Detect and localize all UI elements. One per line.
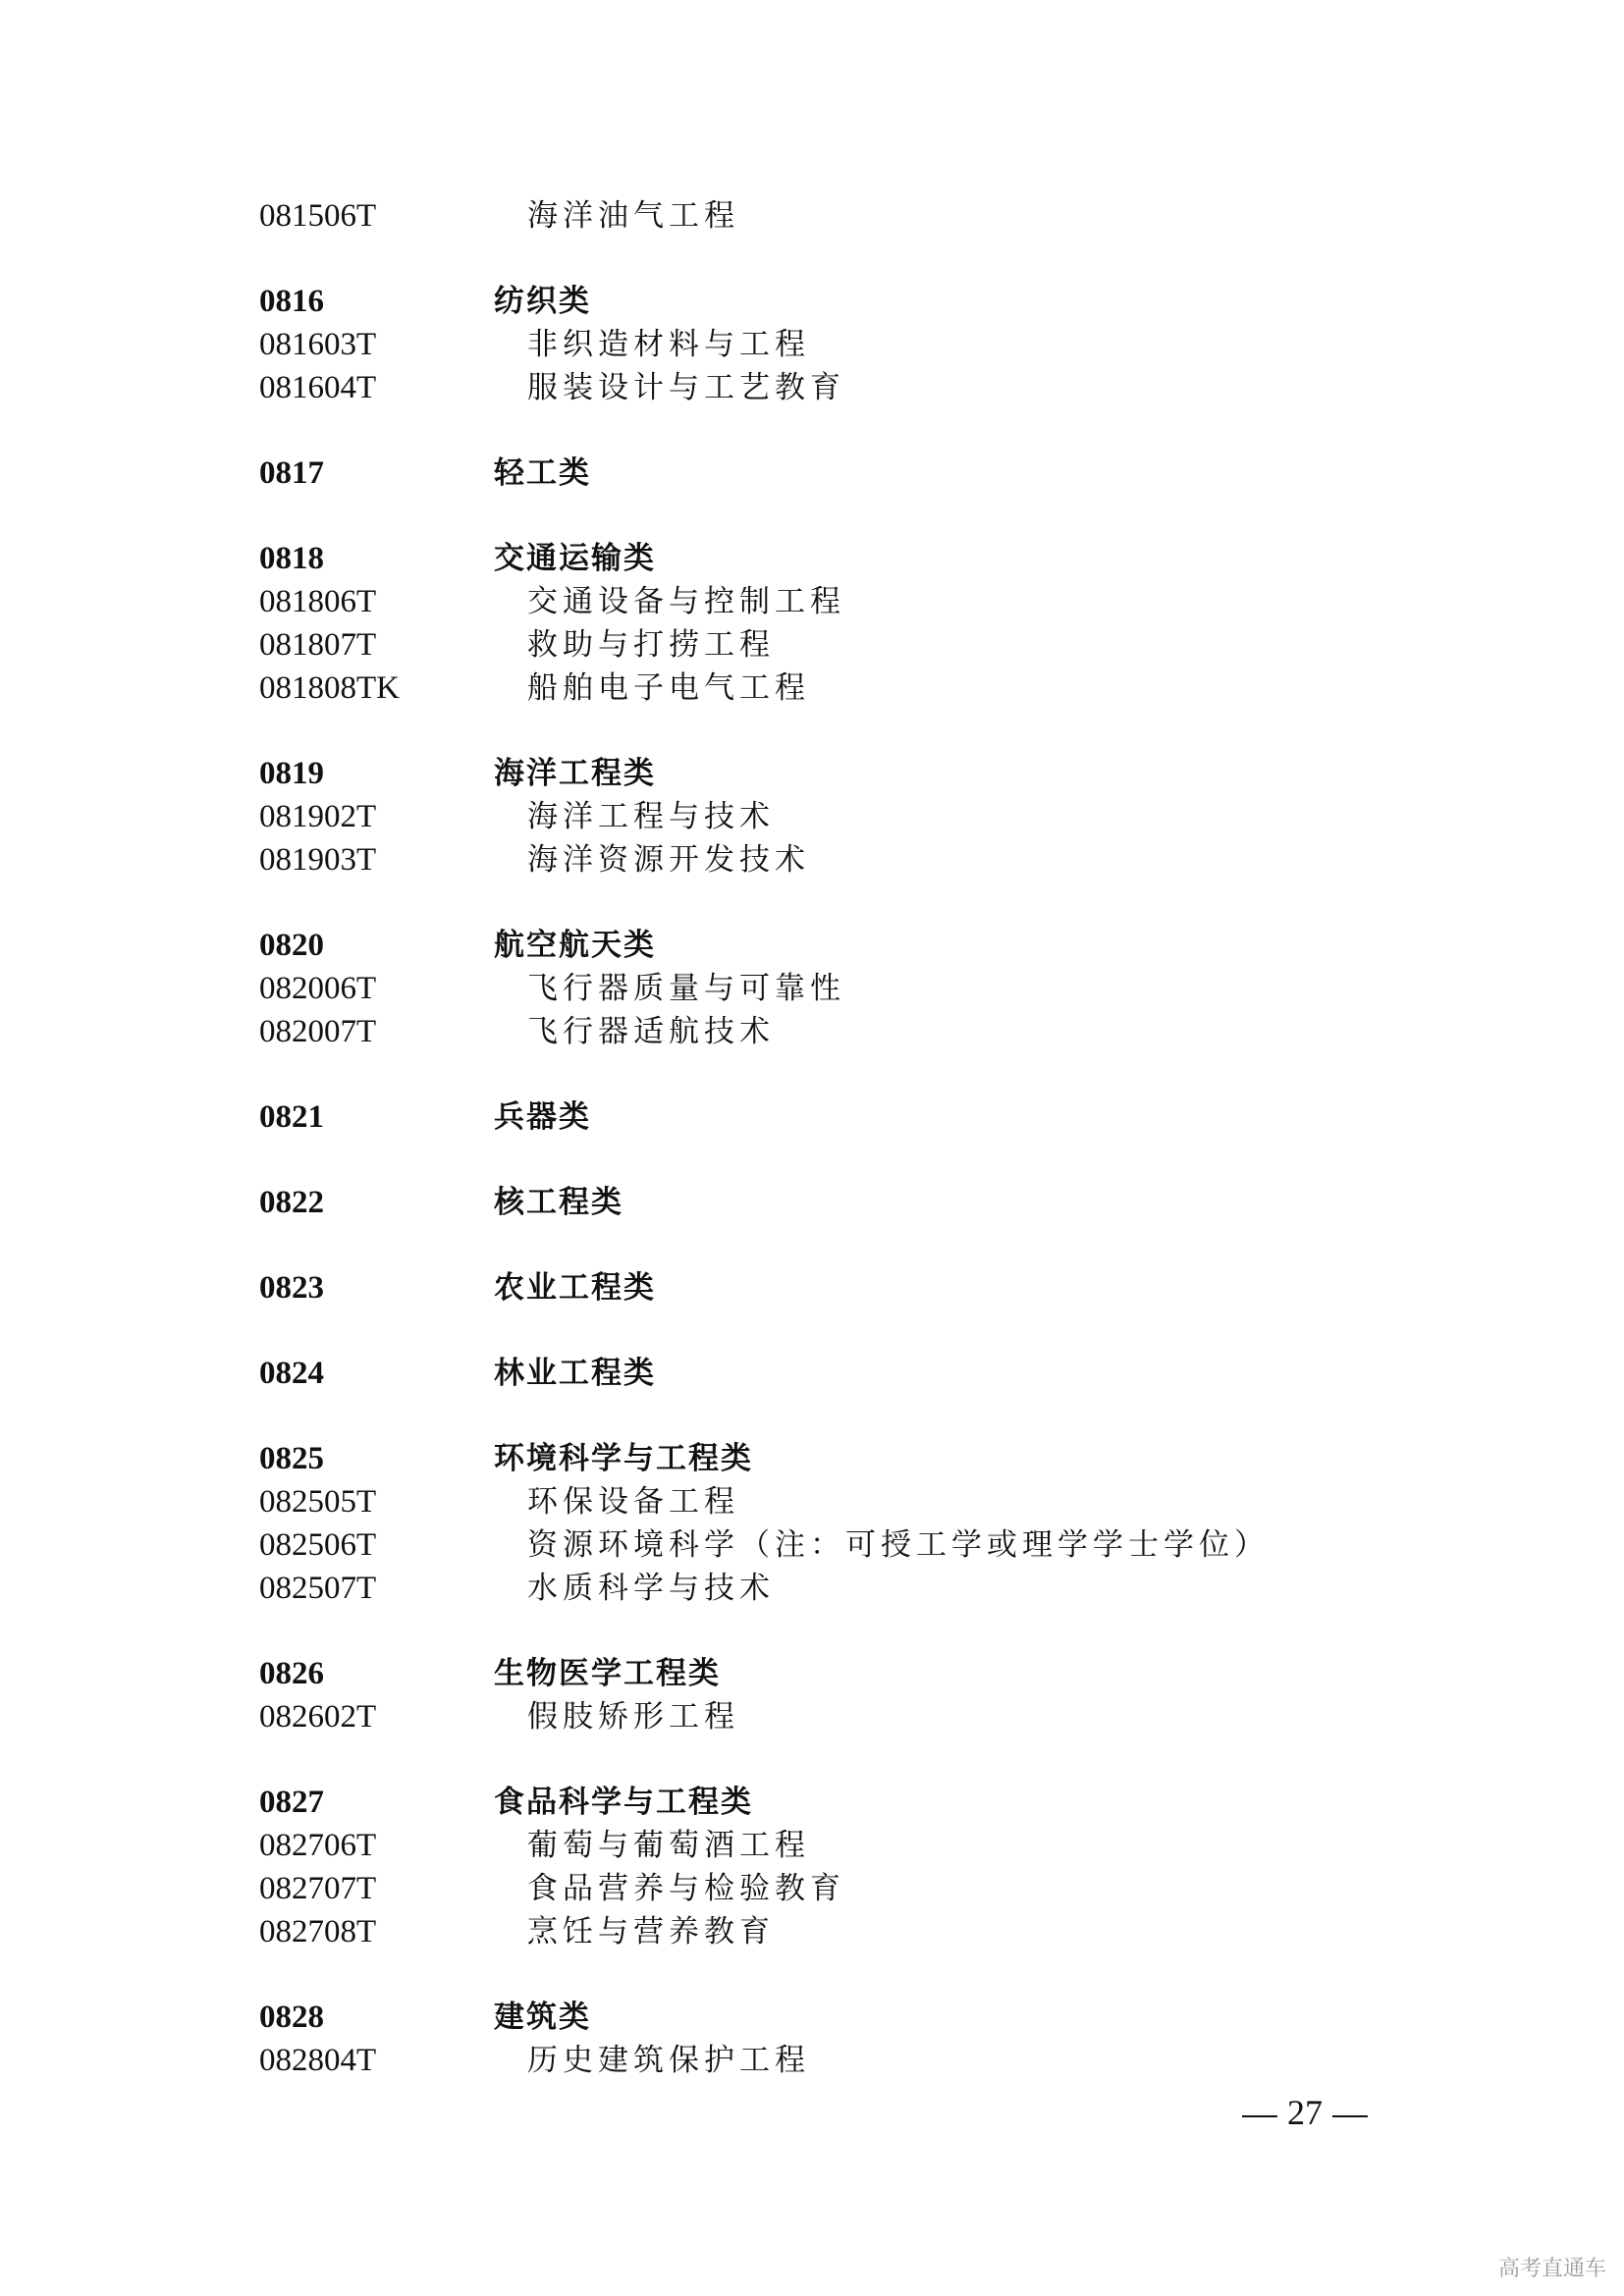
major-name: 飞行器适航技术 [527, 1014, 775, 1049]
major-code: 082707T [259, 1871, 377, 1906]
major-row [0, 366, 1624, 409]
major-code: 081903T [259, 842, 377, 878]
major-row [0, 967, 1624, 1010]
major-name: 服装设计与工艺教育 [527, 370, 845, 405]
category-name: 轻工类 [494, 455, 591, 491]
major-code: 082505T [259, 1484, 377, 1520]
category-row [0, 1437, 1624, 1480]
major-row [0, 795, 1624, 838]
major-code: 081506T [259, 198, 377, 234]
category-row [0, 1652, 1624, 1695]
major-code: 081603T [259, 327, 377, 362]
category-name: 交通运输类 [494, 541, 656, 576]
category-code: 0824 [259, 1356, 324, 1391]
category-row [0, 537, 1624, 580]
category-name: 林业工程类 [494, 1356, 656, 1391]
category-row [0, 752, 1624, 795]
major-name: 食品营养与检验教育 [527, 1871, 845, 1906]
category-row [0, 1095, 1624, 1139]
major-row [0, 323, 1624, 366]
category-code: 0820 [259, 928, 324, 963]
category-name: 航空航天类 [494, 928, 656, 963]
major-name: 船舶电子电气工程 [527, 670, 810, 706]
category-code: 0828 [259, 2000, 324, 2035]
category-name: 生物医学工程类 [494, 1656, 721, 1691]
category-code: 0823 [259, 1270, 324, 1306]
category-code: 0816 [259, 284, 324, 319]
major-code: 081808TK [259, 670, 400, 706]
category-row [0, 924, 1624, 967]
major-code: 081604T [259, 370, 377, 405]
major-row [0, 194, 1624, 238]
major-code: 082007T [259, 1014, 377, 1049]
category-row [0, 1266, 1624, 1309]
major-name: 历史建筑保护工程 [527, 2043, 810, 2078]
category-name: 纺织类 [494, 284, 591, 319]
major-name: 水质科学与技术 [527, 1571, 775, 1606]
category-code: 0819 [259, 756, 324, 791]
major-row [0, 1695, 1624, 1738]
major-name: 非织造材料与工程 [527, 327, 810, 362]
category-code: 0822 [259, 1185, 324, 1220]
category-name: 海洋工程类 [494, 756, 656, 791]
major-name: 资源环境科学（注：可授工学或理学学士学位） [527, 1527, 1270, 1563]
category-code: 0827 [259, 1785, 324, 1820]
category-name: 环境科学与工程类 [494, 1441, 753, 1476]
category-code: 0817 [259, 455, 324, 491]
major-code: 082507T [259, 1571, 377, 1606]
major-code: 081806T [259, 584, 377, 619]
major-name: 飞行器质量与可靠性 [527, 971, 845, 1006]
major-code: 082006T [259, 971, 377, 1006]
category-row [0, 1181, 1624, 1224]
major-name: 交通设备与控制工程 [527, 584, 845, 619]
category-name: 兵器类 [494, 1099, 591, 1135]
major-row [0, 580, 1624, 623]
major-name: 假肢矫形工程 [527, 1699, 739, 1735]
major-name: 葡萄与葡萄酒工程 [527, 1828, 810, 1863]
major-code: 082602T [259, 1699, 377, 1735]
major-row [0, 1480, 1624, 1523]
category-code: 0826 [259, 1656, 324, 1691]
category-row [0, 1781, 1624, 1824]
category-row [0, 280, 1624, 323]
category-code: 0825 [259, 1441, 324, 1476]
page-number-dash-left [1242, 2115, 1277, 2117]
major-code: 081807T [259, 627, 377, 663]
watermark: 高考直通车 [1497, 2257, 1606, 2281]
major-code: 082708T [259, 1914, 377, 1949]
major-name: 海洋资源开发技术 [527, 842, 810, 878]
major-name: 海洋油气工程 [527, 198, 739, 234]
page-number-value: 27 [1287, 2093, 1323, 2132]
category-code: 0818 [259, 541, 324, 576]
major-row [0, 1824, 1624, 1867]
category-row [0, 452, 1624, 495]
major-row [0, 667, 1624, 710]
category-row [0, 1352, 1624, 1395]
category-name: 食品科学与工程类 [494, 1785, 753, 1820]
major-code: 082706T [259, 1828, 377, 1863]
major-row [0, 1867, 1624, 1910]
category-name: 建筑类 [494, 2000, 591, 2035]
major-code: 081902T [259, 799, 377, 834]
major-code: 082804T [259, 2043, 377, 2078]
major-code: 082506T [259, 1527, 377, 1563]
category-name: 核工程类 [494, 1185, 623, 1220]
major-name: 环保设备工程 [527, 1484, 739, 1520]
major-row [0, 1910, 1624, 1953]
page-number-dash-right [1332, 2115, 1368, 2117]
major-name: 烹饪与营养教育 [527, 1914, 775, 1949]
major-row [0, 1010, 1624, 1053]
page-number [1232, 2089, 1378, 2136]
major-row [0, 623, 1624, 667]
category-name: 农业工程类 [494, 1270, 656, 1306]
category-code: 0821 [259, 1099, 324, 1135]
major-name: 救助与打捞工程 [527, 627, 775, 663]
major-row [0, 2039, 1624, 2082]
major-row [0, 1523, 1624, 1567]
major-row [0, 1567, 1624, 1610]
major-row [0, 838, 1624, 881]
major-name: 海洋工程与技术 [527, 799, 775, 834]
category-row [0, 1996, 1624, 2039]
